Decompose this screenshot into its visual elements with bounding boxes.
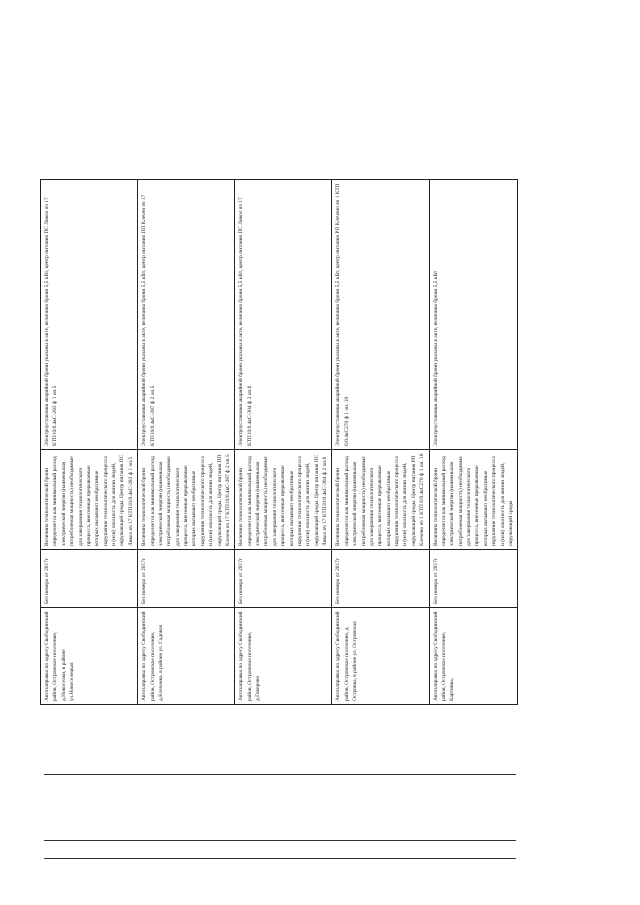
period-cell: Без номера от 2017г: [41, 550, 138, 608]
note-cell: Электроустановки аварийной брони указаны в акте, величина брони 5,5 кВт, центр питания РП Клечено яч 1 КТП 6/0.4кС270 ф 1 оп. 18: [332, 180, 429, 450]
description-cell: Величина технологической брони определяется как минимальный расход электрической энергии (наименьшая потребляемая мощность) необходимые для завершения технологического процесса, внесенные прерываемые которых вызывают необратимые нарушения технологического процесса и (или) опасность для жизни людей, окружающей среды. Центр питания ПП Клечен яч 17 КТП10/0.4кС-287 ф 2 оп.5: [138, 450, 235, 550]
description-cell: Величина технологической брони определяется как минимальный расход электрической энергии (наименьшая потребляемая мощность) необходимые для завершения технологического процесса, внесенные прерываемые которых вызывают необратимые нарушения технологического процесса и (или) опасность для жизни людей, окружающей среды. Центр питания ПС Ликол яч 17 КТП10/0.4кС-304 ф 2 оп.6: [235, 450, 332, 550]
note-cell: Электроустановки аварийной брони указаны в акте, величина брони 5,5 кВт, центр питания ПС Ликол яч 17 КТП10/0.4кС-283 ф 1 оп.5: [41, 180, 138, 450]
location-cell: Автозаправка по адресу Свободинский район, Островское поселение, д.Говорово: [235, 608, 332, 705]
description-cell: Величина технологической брони определяется как минимальный расход электрической энергии (наименьшая потребляемая мощность) необходимые для завершения технологического процесса, внесенные прерываемые которых вызывают необратимые нарушения технологического процесса и (или) опасность для жизни людей, окружающей среды. Центр питания РП Клечено яч 1 КТП 6/0.4кС270 ф 1 оп. 18: [332, 450, 429, 550]
period-cell: Без номера от 2017г: [235, 550, 332, 608]
table-row: [41, 180, 138, 705]
location-cell: Автозаправка по адресу Свободинский район, Островское поселение, д.Новоселки, в районе ул.Новоселецкая: [41, 608, 138, 705]
table-row: [332, 180, 429, 705]
period-cell: Без номера от 2017г: [138, 550, 235, 608]
table-row: [138, 180, 235, 705]
period-cell: Без номера от 2017г: [332, 550, 429, 608]
note-cell: Электроустановки аварийной брони указаны в акте, величина брони 5,5 кВт: [429, 180, 518, 450]
table-row: [429, 180, 518, 705]
period-cell: Без номера от 2017г: [429, 550, 518, 608]
table-row: [235, 180, 332, 705]
description-cell: Величина технологической брони определяется как минимальный расход электрической энергии (наименьшая потребляемая мощность) необходимые для завершения технологического процесса, внесенные прерываемые которых вызывают необратимые нарушения технологического процесса и (или) опасность для жизни людей, окружающей среды. Центр питания ПС Ликол яч 17 КТП10/0.4кС-283 ф 1 оп.5: [41, 450, 138, 550]
note-cell: Электроустановки аварийной брони указаны в акте, величина брони 5,5 кВт, центр питания ПП Клечен яч 17 КТП10/0.4кС-287 ф 2 оп.5: [138, 180, 235, 450]
rotated-table-wrapper: [40, 180, 515, 705]
separator-line: [44, 840, 516, 841]
reservation-table: [40, 179, 518, 705]
location-cell: Автозаправка по адресу Свободинский район, Островское поселение, Картинка,: [429, 608, 518, 705]
location-cell: Автозаправка по адресу Свободинский район, Островское поселение, д. Островка, в районе ул. Островская: [332, 608, 429, 705]
description-cell: Величина технологической брони определяется как минимальный расход электрической энергии (наименьшая потребляемая мощность) необходимые для завершения технологического процесса, внесенные прерываемые которых вызывают необратимые нарушения технологического процесса и (или) опасность для жизни людей, окружающей среды: [429, 450, 518, 550]
location-cell: Автозаправка по адресу Свободинский район, Островское поселение, д.Клеченка, в районе ул. Садовая: [138, 608, 235, 705]
separator-line: [44, 774, 516, 775]
separator-line: [44, 858, 516, 859]
note-cell: Электроустановки аварийной брони указаны в акте, величина брони 5,5 кВт, центр питания ПС Ликол яч 17 КТП10/0.4кС-304 ф 2 оп.6: [235, 180, 332, 450]
